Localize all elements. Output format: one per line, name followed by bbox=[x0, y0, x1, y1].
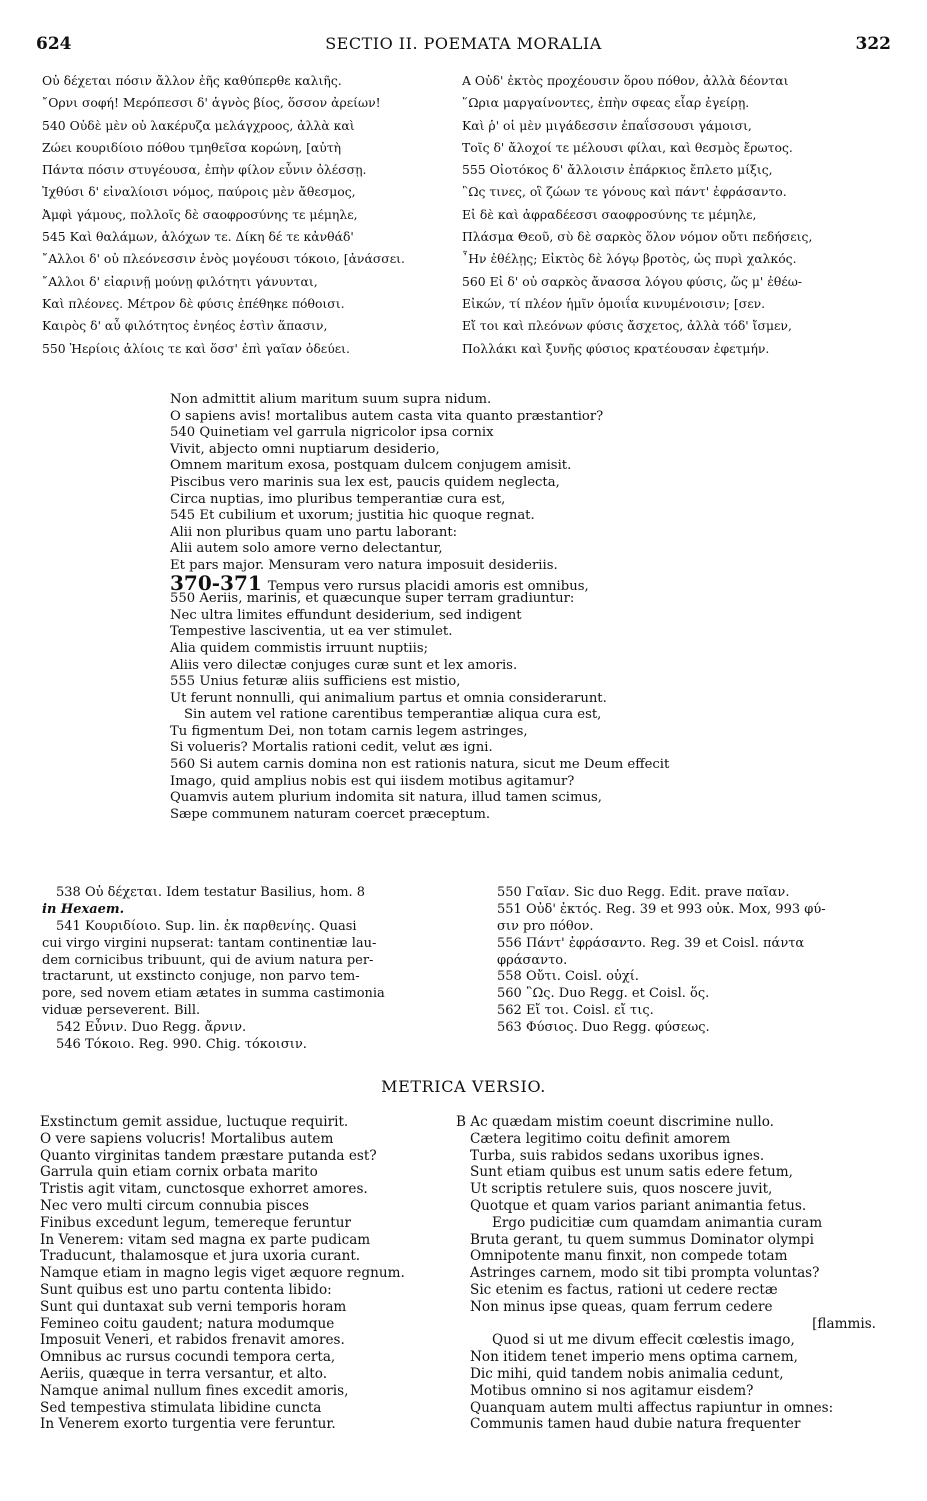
latin-line: 540 Quinetiam vel garrula nigricolor ipsa cornix bbox=[170, 425, 494, 441]
greek-text-left-column bbox=[42, 70, 452, 360]
verse-line: Quanto virginitas tandem præstare putanda est? bbox=[40, 1147, 377, 1164]
footnote-line: σιν pro πόθον. bbox=[497, 918, 594, 934]
verse-line: Sunt etiam quibus est unum satis edere fetum, bbox=[470, 1164, 793, 1181]
latin-line: Nec ultra limites effundunt desiderium, sed indigent bbox=[170, 607, 522, 623]
footnote-line: 556 Πάντ' ἐφράσαντο. Reg. 39 et Coisl. πάντα bbox=[497, 935, 805, 951]
page-number-right: 322 bbox=[855, 34, 891, 54]
latin-line: Si volueris? Mortalis rationi cedit, velut æs igni. bbox=[170, 740, 493, 756]
greek-line: Εἰ δὲ καὶ ἀφραδέεσσι σαοφροσύνης τε μέμηλε, bbox=[462, 206, 757, 222]
greek-line: Ἀμφὶ γάμους, πολλοῖς δὲ σαοφροσύνης τε μέμηλε, bbox=[42, 206, 358, 222]
footnote-line: 562 Εἴ τοι. Coisl. εἴ τις. bbox=[497, 1003, 654, 1019]
footnote-line: dem cornicibus tribuunt, qui de avium natura per- bbox=[42, 952, 374, 968]
footnote-line: 546 Τόκοιο. Reg. 990. Chig. τόκοισιν. bbox=[56, 1037, 307, 1053]
latin-line: Piscibus vero marinis sua lex est, paucis quidem neglecta, bbox=[170, 474, 560, 490]
verse-line: Femineo coitu gaudent; natura modumque bbox=[40, 1315, 335, 1332]
latin-line: Quamvis autem plurium indomita sit natura, illud tamen scimus, bbox=[170, 790, 602, 806]
greek-line: Καὶ πλέονες. Μέτρον δὲ φύσις ἐπέθηκε πόθοισι. bbox=[42, 295, 345, 311]
verse-line: Turba, suis rabidos sedans uxoribus ignes. bbox=[470, 1147, 765, 1164]
verse-line: Namque animal nullum fines excedit amoris, bbox=[40, 1382, 349, 1399]
greek-line: Ζώει κουριδίοιο πόθου τμηθεῖσα κορώνη, [αὐτὴ bbox=[42, 139, 342, 155]
latin-line: Vivit, abjecto omni nuptiarum desiderio, bbox=[170, 441, 440, 457]
greek-line: 555 Οἰοτόκος δ' ἄλλοισιν ἐπάρκιος ἔπλετο μίξις, bbox=[462, 162, 773, 178]
verse-line: Bruta gerant, tu quem summus Dominator olympi bbox=[470, 1231, 814, 1248]
greek-line: 540 Οὐδὲ μὲν οὐ λακέρυζα μελάγχροος, ἀλλὰ καὶ bbox=[42, 117, 355, 133]
greek-line: 550 Ἠερίοις ἁλίοις τε καὶ ὅσσ' ἐπὶ γαῖαν ὁδεύει. bbox=[42, 340, 350, 356]
latin-line: 560 Si autem carnis domina non est rationis natura, sicut me Deum effecit bbox=[170, 757, 670, 773]
verse-line: Sunt quibus est uno partu contenta libido: bbox=[40, 1281, 332, 1298]
verse-line: Namque etiam in magno legis viget æquore regnum. bbox=[40, 1265, 405, 1282]
verse-line: Quod si ut me divum effecit cœlestis imago, bbox=[492, 1332, 795, 1349]
verse-line: Nec vero multi circum connubia pisces bbox=[40, 1197, 309, 1214]
footnote-line: 563 Φύσιος. Duo Regg. φύσεως. bbox=[497, 1020, 710, 1036]
latin-line: O sapiens avis! mortalibus autem casta vita quanto præstantior? bbox=[170, 408, 604, 424]
verse-line: Omnibus ac rursus cocundi tempora certa, bbox=[40, 1349, 336, 1366]
latin-line: Aliis vero dilectæ conjuges curæ sunt et lex amoris. bbox=[170, 657, 518, 673]
verse-line: Ut scriptis retulere suis, quos noscere juvit, bbox=[470, 1181, 773, 1198]
latin-line: 555 Unius feturæ aliis sufficiens est mistio, bbox=[170, 674, 461, 690]
latin-line: Tu figmentum Dei, non totam carnis legem astringes, bbox=[170, 723, 528, 739]
footnote-line: 541 Κουριδίοιο. Sup. lin. ἐκ παρθενίης. Quasi bbox=[56, 918, 357, 934]
footnote-line: viduæ perseverent. Bill. bbox=[42, 1003, 201, 1019]
greek-line: Καιρὸς δ' αὖ φιλότητος ἐνηέος ἐστὶν ἅπασιν, bbox=[42, 318, 328, 334]
footnote-line: φράσαντο. bbox=[497, 952, 568, 968]
greek-line: Καὶ ῥ' οἱ μὲν μιγάδεσσιν ἐπαΐσσουσι γάμοισι, bbox=[462, 117, 752, 133]
greek-line: Πλάσμα Θεοῦ, σὺ δὲ σαρκὸς ὅλον νόμον οὔτι πεδήσεις, bbox=[462, 229, 813, 245]
greek-line: ῏Ην ἐθέλῃς; Εἰκτὸς δὲ λόγῳ βροτὸς, ὡς πυρὶ χαλκός. bbox=[462, 251, 797, 267]
greek-line: Πολλάκι καὶ ξυνῆς φύσιος κρατέουσαν ἐφετμήν. bbox=[462, 340, 770, 356]
verse-line: Tristis agit vitam, cunctosque exhorret amores. bbox=[40, 1181, 368, 1198]
footnotes-right-column bbox=[497, 885, 902, 1037]
greek-text-right-column bbox=[462, 70, 902, 360]
verse-line: Non itidem tenet imperio mens optima carnem, bbox=[470, 1349, 798, 1366]
latin-line: Alii autem solo amore verno delectantur, bbox=[170, 541, 443, 557]
latin-line: Et pars major. Mensuram vero natura imposuit desideriis. bbox=[170, 557, 558, 573]
greek-line: 560 Εἰ δ' οὐ σαρκὸς ἄνασσα λόγου φύσις, ὥς μ' ἐθέω- bbox=[462, 273, 803, 289]
verse-line: Sic etenim es factus, rationi ut cedere rectæ bbox=[470, 1281, 778, 1298]
verse-line: Cætera legitimo coitu definit amorem bbox=[470, 1130, 731, 1147]
page-header bbox=[36, 34, 891, 56]
latin-line: Ut ferunt nonnulli, qui animalium partus et omnia considerarunt. bbox=[170, 690, 607, 706]
footnote-line: 551 Οὐδ' ἐκτός. Reg. 39 et 993 οὐκ. Mox, 993 φύ- bbox=[497, 901, 826, 917]
footnotes-left-column bbox=[42, 885, 462, 1054]
verse-line: Dic mihi, quid tandem nobis animalia cedunt, bbox=[470, 1365, 784, 1382]
verse-line: In Venerem: vitam sed magna ex parte pudicam bbox=[40, 1231, 371, 1248]
verse-line: B Ac quædam mistim coeunt discrimine nullo. bbox=[456, 1114, 774, 1130]
latin-line: Omnem maritum exosa, postquam dulcem conjugem amisit. bbox=[170, 458, 572, 474]
column-marker: 370-371 bbox=[170, 570, 262, 595]
latin-line: Circa nuptias, imo pluribus temperantiæ cura est, bbox=[170, 491, 506, 507]
greek-line: ῎Αλλοι δ' εἰαρινῇ μούνῃ φιλότητι γάνυνται, bbox=[42, 273, 318, 289]
greek-line: ῝Ως τινες, οἳ ζώων τε γόνους καὶ πάντ' ἐφράσαντο. bbox=[462, 184, 787, 200]
greek-line: 545 Καὶ θαλάμων, ἀλόχων τε. Δίκη δέ τε κἀνθάδ' bbox=[42, 229, 354, 245]
footnote-line: cui virgo virgini nupserat: tantam continentiæ lau- bbox=[42, 935, 377, 951]
latin-line: Sæpe communem naturam coercet præceptum. bbox=[170, 806, 491, 822]
latin-line: Sin autem vel ratione carentibus temperantiæ aliqua cura est, bbox=[184, 707, 602, 723]
verse-line: Communis tamen haud dubie natura frequenter bbox=[470, 1416, 801, 1433]
latin-line: Tempus vero rursus placidi amoris est omnibus, bbox=[267, 578, 589, 594]
latin-translation bbox=[170, 392, 810, 823]
metrica-versio-heading: METRICA VERSIO. bbox=[381, 1077, 546, 1096]
verse-line: Traducunt, thalamosque et jura uxoria curant. bbox=[40, 1248, 361, 1265]
footnote-line: 560 ῝Ως. Duo Regg. et Coisl. ὅς. bbox=[497, 986, 710, 1002]
verse-line: Sunt qui duntaxat sub verni temporis horam bbox=[40, 1298, 347, 1315]
verse-line: Ergo pudicitiæ cum quamdam animantia curam bbox=[492, 1214, 823, 1231]
greek-line: A Οὐδ' ἐκτὸς προχέουσιν ὅρου πόθον, ἀλλὰ δέονται bbox=[462, 73, 789, 88]
greek-line: ῞Ωρια μαργαίνοντες, ἐπὴν σφεας εἶαρ ἐγείρῃ. bbox=[462, 95, 750, 111]
greek-line: Εἰκών, τί πλέον ἡμῖν ὁμοιΐα κινυμένοισιν; [σεν. bbox=[462, 295, 766, 311]
running-title: SECTIO II. POEMATA MORALIA bbox=[325, 34, 602, 53]
latin-line: 545 Et cubilium et uxorum; justitia hic quoque regnat. bbox=[170, 508, 535, 524]
metrical-version-right-column bbox=[456, 1114, 896, 1433]
verse-line: Omnipotente manu finxit, non compede totam bbox=[470, 1248, 788, 1265]
latin-line-with-marker bbox=[170, 570, 810, 595]
latin-line: Alia quidem commistis irruunt nuptiis; bbox=[170, 640, 429, 656]
verse-line: Imposuit Veneri, et rabidos frenavit amores. bbox=[40, 1332, 345, 1349]
verse-line: Exstinctum gemit assidue, luctuque requirit. bbox=[40, 1114, 349, 1130]
greek-line: Τοῖς δ' ἄλοχοί τε μέλουσι φίλαι, καὶ θεσμὸς ἔρωτος. bbox=[462, 139, 793, 155]
footnote-line: 550 Γαῖαν. Sic duo Regg. Edit. prave παῖαν. bbox=[497, 885, 790, 900]
verse-line: Aeriis, quæque in terra versantur, et alto. bbox=[40, 1365, 328, 1382]
greek-line: Πάντα πόσιν στυγέουσα, ἐπὴν φίλον εὖνιν ὀλέσσῃ. bbox=[42, 162, 367, 178]
latin-line: Alii non pluribus quam uno partu laborant: bbox=[170, 524, 458, 540]
footnote-line: tractarunt, ut exstincto conjuge, non parvo tem- bbox=[42, 969, 360, 985]
footnote-line: 538 Οὐ δέχεται. Idem testatur Basilius, hom. 8 bbox=[56, 885, 366, 900]
footnote-line: pore, sed novem etiam ætates in summa castimonia bbox=[42, 986, 385, 1002]
metrical-version-left-column bbox=[40, 1114, 470, 1433]
verse-line: In Venerem exorto turgentia vere feruntur. bbox=[40, 1416, 336, 1433]
footnote-line: 558 Οὔτι. Coisl. οὐχί. bbox=[497, 969, 639, 985]
verse-line: O vere sapiens volucris! Mortalibus autem bbox=[40, 1130, 334, 1147]
verse-line: Quanquam autem multi affectus rapiuntur in omnes: bbox=[470, 1399, 834, 1416]
greek-line: Οὐ δέχεται πόσιν ἄλλον ἐῆς καθύπερθε καλιῆς. bbox=[42, 73, 342, 88]
latin-line: Non admittit alium maritum suum supra nidum. bbox=[170, 392, 492, 407]
greek-line: Εἴ τοι καὶ πλεόνων φύσις ἄσχετος, ἀλλὰ τόδ' ἴσμεν, bbox=[462, 318, 792, 334]
verse-line: Astringes carnem, modo sit tibi prompta voluntas? bbox=[470, 1265, 820, 1282]
verse-line: Motibus omnino si nos agitamur eisdem? bbox=[470, 1382, 754, 1399]
footnote-line: in Hexaem. bbox=[42, 901, 125, 917]
verse-line: Quotque et quam varios pariant animantia fetus. bbox=[470, 1197, 807, 1214]
verse-line: Finibus excedunt legum, temereque feruntur bbox=[40, 1214, 351, 1231]
page-number-left: 624 bbox=[36, 34, 72, 54]
latin-line: 550 Aeriis, marinis, et quæcunque super terram gradiuntur: bbox=[170, 591, 575, 607]
greek-line: ῎Αλλοι δ' οὐ πλεόνεσσιν ἑνὸς μογέουσι τόκοιο, [ἀνάσσει. bbox=[42, 251, 405, 267]
verse-line-continuation: [flammis. bbox=[812, 1315, 876, 1332]
verse-line: Garrula quin etiam cornix orbata marito bbox=[40, 1164, 318, 1181]
greek-line: ῎Ορνι σοφή! Μερόπεσσι δ' ἁγνὸς βίος, ὅσσον ἀρείων! bbox=[42, 95, 381, 111]
verse-line: Non minus ipse queas, quam ferrum cedere bbox=[470, 1298, 773, 1315]
latin-line: Imago, quid amplius nobis est qui iisdem motibus agitamur? bbox=[170, 773, 575, 789]
footnote-line: 542 Εὖνιν. Duo Regg. ἄρνιν. bbox=[56, 1020, 247, 1036]
latin-line: Tempestive lasciventia, ut ea ver stimulet. bbox=[170, 624, 453, 640]
verse-line: Sed tempestiva stimulata libidine cuncta bbox=[40, 1399, 322, 1416]
greek-line: Ἰχθύσι δ' εἰναλίοισι νόμος, παύροις μὲν ἄθεσμος, bbox=[42, 184, 356, 200]
